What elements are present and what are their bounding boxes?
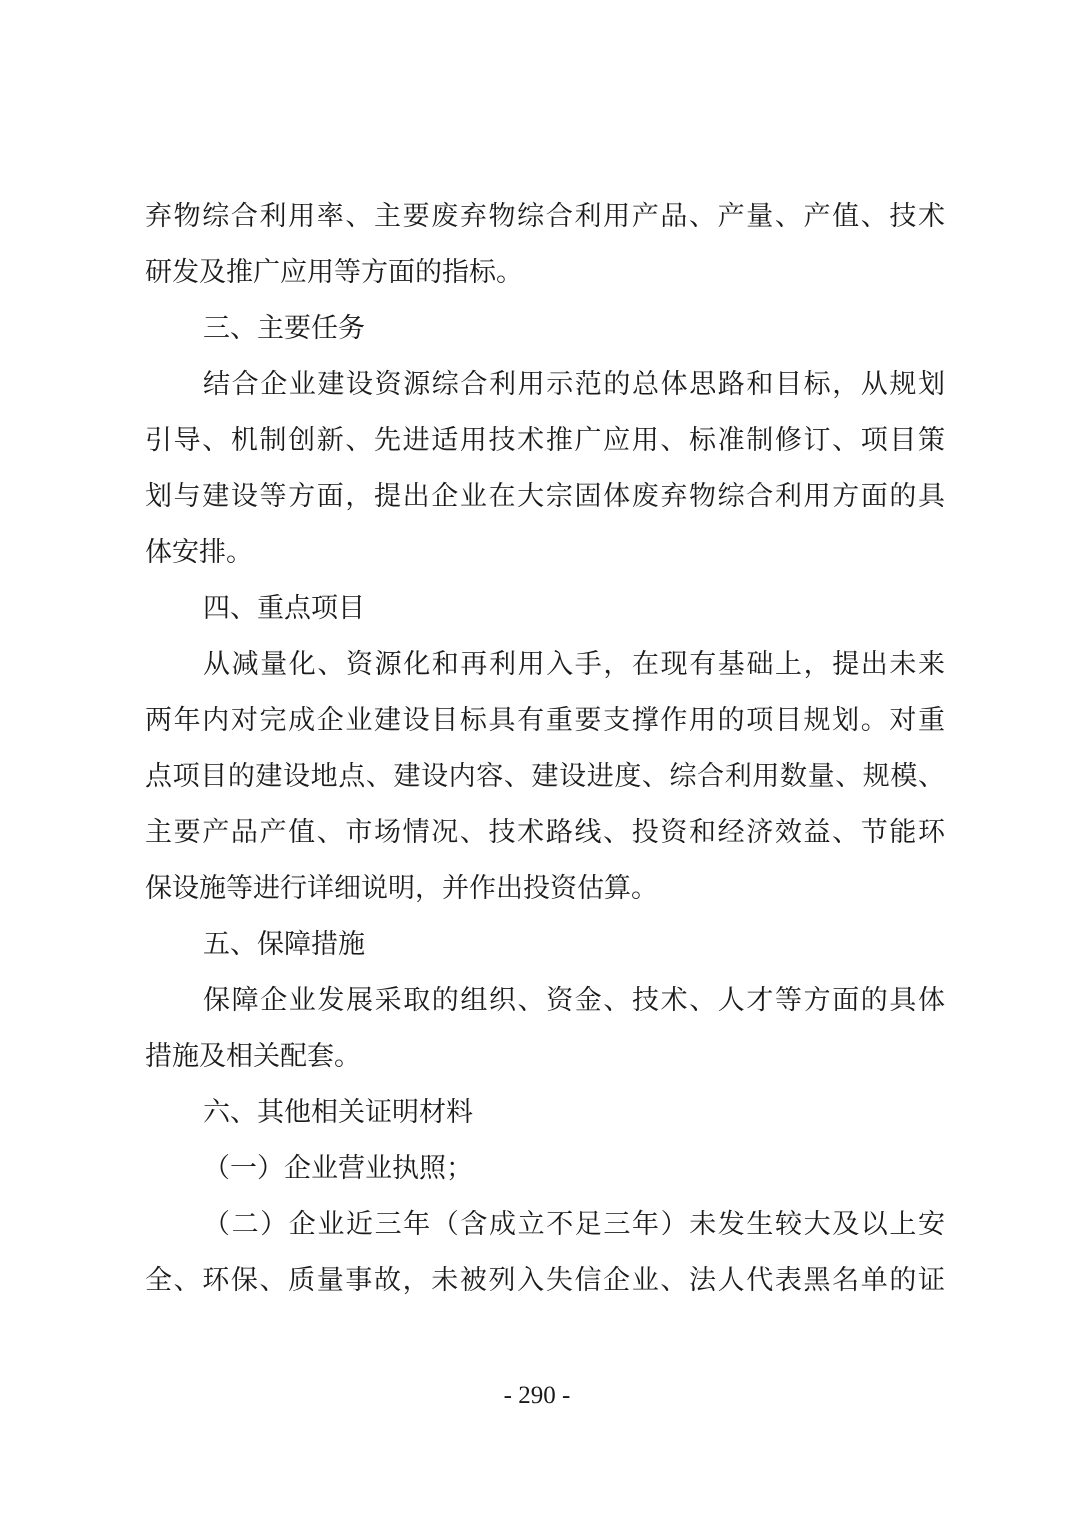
paragraph-line: 体安排。 xyxy=(145,537,253,568)
paragraph-line: 两年内对完成企业建设目标具有重要支撑作用的项目规划。对重 xyxy=(145,705,945,736)
paragraph-line: 主要产品产值、市场情况、技术路线、投资和经济效益、节能环 xyxy=(145,817,945,848)
paragraph-line: 措施及相关配套。 xyxy=(145,1041,361,1072)
section-heading: 五、保障措施 xyxy=(203,929,365,960)
section-heading: 三、主要任务 xyxy=(203,313,365,344)
paragraph-line: 引导、机制创新、先进适用技术推广应用、标准制修订、项目策 xyxy=(145,425,945,456)
paragraph-line: 弃物综合利用率、主要废弃物综合利用产品、产量、产值、技术 xyxy=(145,201,945,232)
page-number: - 290 - xyxy=(503,1382,571,1409)
paragraph-line: 点项目的建设地点、建设内容、建设进度、综合利用数量、规模、 xyxy=(145,761,945,792)
paragraph-line: 结合企业建设资源综合利用示范的总体思路和目标，从规划 xyxy=(203,369,945,400)
paragraph-line: 研发及推广应用等方面的指标。 xyxy=(145,257,523,288)
section-heading: 六、其他相关证明材料 xyxy=(203,1097,473,1128)
list-item: （二）企业近三年（含成立不足三年）未发生较大及以上安 xyxy=(203,1209,945,1240)
paragraph-line: 全、环保、质量事故，未被列入失信企业、法人代表黑名单的证 xyxy=(145,1265,945,1296)
document-body xyxy=(145,189,945,1309)
section-heading: 四、重点项目 xyxy=(203,593,365,624)
paragraph-line: 保障企业发展采取的组织、资金、技术、人才等方面的具体 xyxy=(203,985,945,1016)
paragraph-line: 保设施等进行详细说明，并作出投资估算。 xyxy=(145,873,658,904)
list-item: （一）企业营业执照； xyxy=(203,1153,473,1184)
paragraph-line: 从减量化、资源化和再利用入手，在现有基础上，提出未来 xyxy=(203,649,945,680)
paragraph-line: 划与建设等方面，提出企业在大宗固体废弃物综合利用方面的具 xyxy=(145,481,945,512)
